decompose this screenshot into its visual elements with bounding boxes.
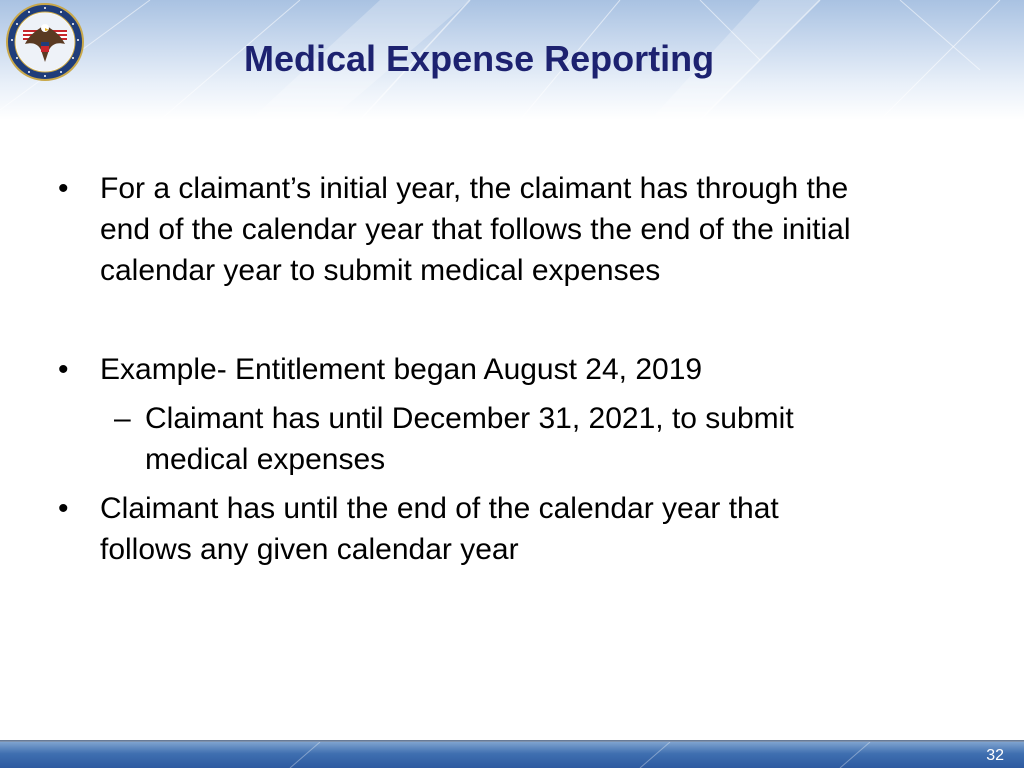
bullet-1-line-2: end of the calendar year that follows the end of the initial (100, 213, 851, 246)
bullet-marker: • (58, 172, 69, 205)
slide-title: Medical Expense Reporting (244, 38, 715, 79)
bullet-1-line-3: calendar year to submit medical expenses (100, 254, 661, 287)
footer-light-streaks (0, 742, 1024, 768)
sub-bullet-line-1: Claimant has until December 31, 2021, to submit (145, 402, 794, 435)
bullet-3-line-2: follows any given calendar year (100, 533, 519, 566)
bullet-3-line-1: Claimant has until the end of the calendar year that (100, 492, 779, 525)
bullet-marker: • (58, 353, 69, 386)
slide-footer (0, 742, 1024, 768)
sub-bullet-marker: – (114, 402, 131, 435)
sub-bullet-line-2: medical expenses (145, 443, 386, 476)
bullet-2-line-1: Example- Entitlement began August 24, 2019 (100, 353, 703, 386)
page-number: 32 (986, 747, 1004, 764)
bullet-marker: • (58, 492, 69, 525)
bullet-1-line-1: For a claimant’s initial year, the claimant has through the (100, 172, 849, 205)
